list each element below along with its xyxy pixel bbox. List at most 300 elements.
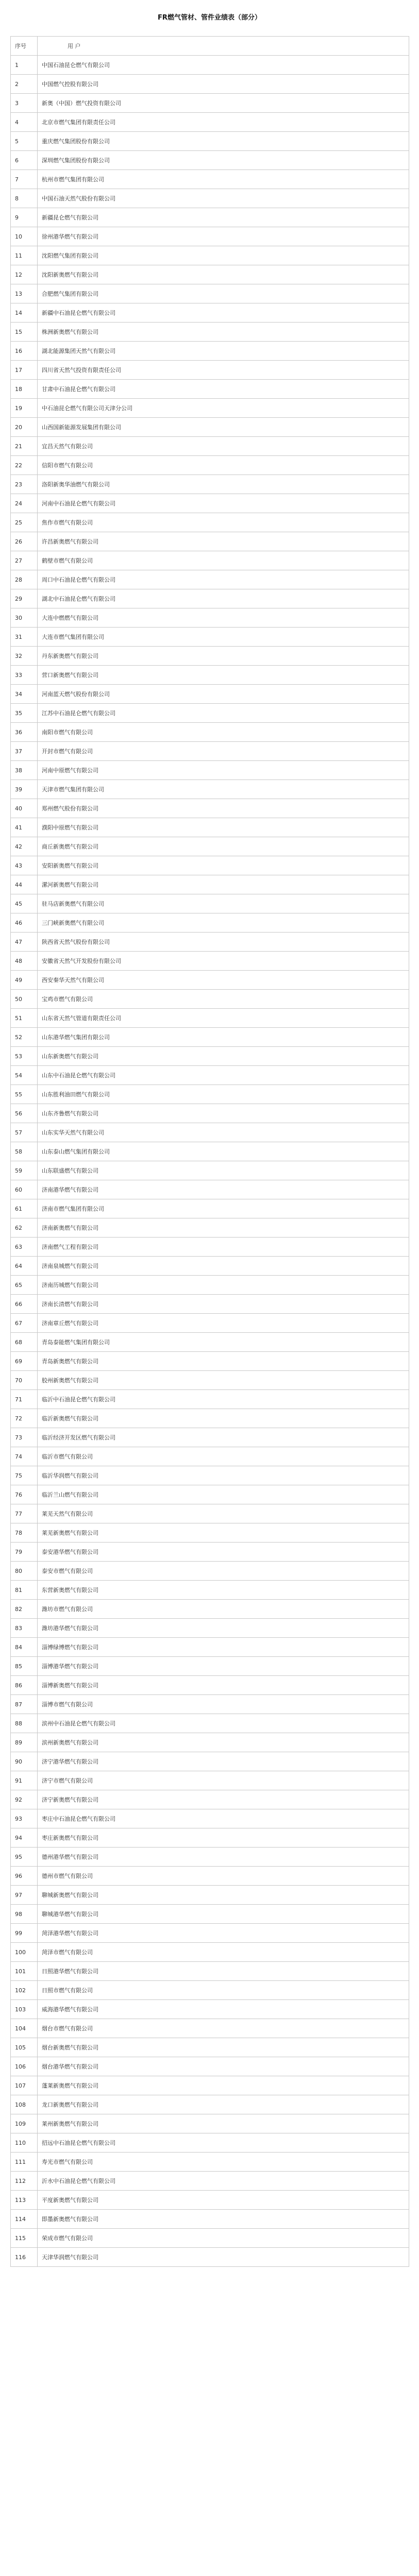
row-index: 37 (11, 742, 38, 761)
row-index: 111 (11, 2153, 38, 2172)
table-row (11, 2095, 409, 2114)
row-user: 山东省天然气管道有限责任公司 (38, 1009, 409, 1028)
row-user: 中国石油天然气股份有限公司 (38, 189, 409, 208)
row-user: 湖北中石油昆仑燃气有限公司 (38, 589, 409, 608)
row-user: 三门峡新奥燃气有限公司 (38, 913, 409, 933)
row-user: 滨州新奥燃气有限公司 (38, 1733, 409, 1752)
row-user: 山东泰山燃气集团有限公司 (38, 1142, 409, 1161)
table-row (11, 913, 409, 933)
row-user: 北京市燃气集团有限责任公司 (38, 113, 409, 132)
table-row (11, 1104, 409, 1123)
table-row (11, 1009, 409, 1028)
row-user: 荣成市燃气有限公司 (38, 2229, 409, 2248)
row-user: 临沂新奥燃气有限公司 (38, 1409, 409, 1428)
row-user: 南阳市燃气有限公司 (38, 723, 409, 742)
table-row (11, 1600, 409, 1619)
table-row (11, 761, 409, 780)
row-index: 36 (11, 723, 38, 742)
row-user: 济宁港华燃气有限公司 (38, 1752, 409, 1771)
row-index: 44 (11, 875, 38, 894)
row-user: 济南新奥燃气有限公司 (38, 1218, 409, 1238)
row-index: 11 (11, 246, 38, 265)
row-index: 15 (11, 323, 38, 342)
row-user: 济宁新奥燃气有限公司 (38, 1790, 409, 1809)
table-row (11, 208, 409, 227)
row-index: 76 (11, 1485, 38, 1504)
row-index: 57 (11, 1123, 38, 1142)
row-user: 河南蓝天燃气股份有限公司 (38, 685, 409, 704)
table-row (11, 704, 409, 723)
row-index: 68 (11, 1333, 38, 1352)
table-row (11, 1276, 409, 1295)
table-row (11, 1085, 409, 1104)
table-row (11, 2191, 409, 2210)
table-header-row (11, 37, 409, 56)
table-row (11, 1752, 409, 1771)
table-row (11, 399, 409, 418)
row-user: 天津市燃气集团有限公司 (38, 780, 409, 799)
row-index: 55 (11, 1085, 38, 1104)
row-user: 西安秦华天然气有限公司 (38, 971, 409, 990)
row-index: 45 (11, 894, 38, 913)
row-user: 东营新奥燃气有限公司 (38, 1581, 409, 1600)
row-user: 天津华润燃气有限公司 (38, 2248, 409, 2267)
row-user: 莱芜天然气有限公司 (38, 1504, 409, 1523)
table-row (11, 1028, 409, 1047)
table-row (11, 1638, 409, 1657)
table-row (11, 1238, 409, 1257)
row-user: 滨州中石油昆仑燃气有限公司 (38, 1714, 409, 1733)
table-row (11, 1581, 409, 1600)
row-user: 山东中石油昆仑燃气有限公司 (38, 1066, 409, 1085)
table-row (11, 971, 409, 990)
table-row (11, 742, 409, 761)
row-user: 济南章丘燃气有限公司 (38, 1314, 409, 1333)
row-user: 中石油昆仑燃气有限公司天津分公司 (38, 399, 409, 418)
table-row (11, 189, 409, 208)
row-user: 山东齐鲁燃气有限公司 (38, 1104, 409, 1123)
table-row (11, 990, 409, 1009)
row-index: 33 (11, 666, 38, 685)
row-user: 日照港华燃气有限公司 (38, 1962, 409, 1981)
row-user: 潍坊港华燃气有限公司 (38, 1619, 409, 1638)
table-row (11, 1867, 409, 1886)
row-index: 65 (11, 1276, 38, 1295)
table-row (11, 323, 409, 342)
row-index: 67 (11, 1314, 38, 1333)
page-title: FR燃气管材、管件业绩表（部分） (158, 14, 261, 22)
row-index: 16 (11, 342, 38, 361)
table-row (11, 1924, 409, 1943)
table-row (11, 1981, 409, 2000)
table-row (11, 75, 409, 94)
table-row (11, 1733, 409, 1752)
row-index: 70 (11, 1371, 38, 1390)
table-row (11, 818, 409, 837)
table-row (11, 1714, 409, 1733)
row-user: 济宁市燃气有限公司 (38, 1771, 409, 1790)
table-row (11, 342, 409, 361)
row-index: 113 (11, 2191, 38, 2210)
row-index: 116 (11, 2248, 38, 2267)
row-user: 宜昌天然气有限公司 (38, 437, 409, 456)
table-row (11, 952, 409, 971)
row-index: 103 (11, 2000, 38, 2019)
row-index: 94 (11, 1828, 38, 1848)
table-row (11, 1218, 409, 1238)
row-user: 株洲新奥燃气有限公司 (38, 323, 409, 342)
row-index: 17 (11, 361, 38, 380)
table-row (11, 1333, 409, 1352)
row-index: 87 (11, 1695, 38, 1714)
table-row (11, 246, 409, 265)
table-row (11, 1485, 409, 1504)
table-row (11, 1257, 409, 1276)
row-index: 20 (11, 418, 38, 437)
table-row (11, 1123, 409, 1142)
row-user: 沂水中石油昆仑燃气有限公司 (38, 2172, 409, 2191)
row-index: 35 (11, 704, 38, 723)
table-row (11, 894, 409, 913)
table-row (11, 227, 409, 246)
row-index: 59 (11, 1161, 38, 1180)
table-row (11, 1047, 409, 1066)
row-index: 114 (11, 2210, 38, 2229)
row-user: 营口新奥燃气有限公司 (38, 666, 409, 685)
row-index: 75 (11, 1466, 38, 1485)
row-index: 100 (11, 1943, 38, 1962)
row-index: 47 (11, 933, 38, 952)
table-row (11, 1314, 409, 1333)
row-user: 济南燃气工程有限公司 (38, 1238, 409, 1257)
table-row (11, 1161, 409, 1180)
row-index: 74 (11, 1447, 38, 1466)
row-index: 58 (11, 1142, 38, 1161)
row-index: 98 (11, 1905, 38, 1924)
table-row (11, 2229, 409, 2248)
row-user: 商丘新奥燃气有限公司 (38, 837, 409, 856)
table-row (11, 418, 409, 437)
row-index: 13 (11, 284, 38, 303)
row-index: 12 (11, 265, 38, 284)
table-row (11, 608, 409, 628)
row-index: 81 (11, 1581, 38, 1600)
row-index: 104 (11, 2019, 38, 2038)
row-user: 德州市燃气有限公司 (38, 1867, 409, 1886)
row-index: 32 (11, 647, 38, 666)
row-index: 107 (11, 2076, 38, 2095)
table-row (11, 2076, 409, 2095)
row-user: 济南市燃气集团有限公司 (38, 1199, 409, 1218)
row-index: 62 (11, 1218, 38, 1238)
table-body (11, 56, 409, 2267)
row-user: 潍坊市燃气有限公司 (38, 1600, 409, 1619)
row-user: 临沂兰山燃气有限公司 (38, 1485, 409, 1504)
row-index: 18 (11, 380, 38, 399)
row-user: 深圳燃气集团股份有限公司 (38, 151, 409, 170)
table-row (11, 1428, 409, 1447)
row-user: 周口中石油昆仑燃气有限公司 (38, 570, 409, 589)
table-row (11, 1676, 409, 1695)
row-index: 63 (11, 1238, 38, 1257)
row-user: 临沂华润燃气有限公司 (38, 1466, 409, 1485)
row-index: 43 (11, 856, 38, 875)
row-user: 大连市燃气集团有限公司 (38, 628, 409, 647)
row-user: 山东新奥燃气有限公司 (38, 1047, 409, 1066)
row-index: 4 (11, 113, 38, 132)
row-user: 临沂经济开发区燃气有限公司 (38, 1428, 409, 1447)
table-row (11, 1066, 409, 1085)
table-row (11, 1409, 409, 1428)
row-index: 7 (11, 170, 38, 189)
row-user: 湖北能源集团天然气有限公司 (38, 342, 409, 361)
table-row (11, 1504, 409, 1523)
row-index: 97 (11, 1886, 38, 1905)
table-row (11, 2038, 409, 2057)
row-index: 73 (11, 1428, 38, 1447)
table-row (11, 1848, 409, 1867)
row-user: 济南长清燃气有限公司 (38, 1295, 409, 1314)
row-user: 泰安市燃气有限公司 (38, 1562, 409, 1581)
row-user: 烟台市燃气有限公司 (38, 2019, 409, 2038)
row-index: 92 (11, 1790, 38, 1809)
table-row (11, 2057, 409, 2076)
table-row (11, 875, 409, 894)
row-user: 河南中石油昆仑燃气有限公司 (38, 494, 409, 513)
row-user: 莱芜新奥燃气有限公司 (38, 1523, 409, 1543)
row-user: 郑州燃气股份有限公司 (38, 799, 409, 818)
row-index: 82 (11, 1600, 38, 1619)
row-user: 莱州新奥燃气有限公司 (38, 2114, 409, 2133)
row-user: 枣庄新奥燃气有限公司 (38, 1828, 409, 1848)
row-user: 沈阳燃气集团有限公司 (38, 246, 409, 265)
row-index: 34 (11, 685, 38, 704)
row-user: 驻马店新奥燃气有限公司 (38, 894, 409, 913)
table-row (11, 1562, 409, 1581)
row-user: 德州港华燃气有限公司 (38, 1848, 409, 1867)
row-index: 90 (11, 1752, 38, 1771)
row-index: 42 (11, 837, 38, 856)
row-user: 安阳新奥燃气有限公司 (38, 856, 409, 875)
table-row (11, 132, 409, 151)
row-user: 济南港华燃气有限公司 (38, 1180, 409, 1199)
row-index: 84 (11, 1638, 38, 1657)
row-index: 5 (11, 132, 38, 151)
row-index: 109 (11, 2114, 38, 2133)
row-index: 88 (11, 1714, 38, 1733)
row-user: 鹤壁市燃气有限公司 (38, 551, 409, 570)
row-user: 安徽省天然气开发股份有限公司 (38, 952, 409, 971)
row-user: 江苏中石油昆仑燃气有限公司 (38, 704, 409, 723)
table-row (11, 532, 409, 551)
row-user: 济南历城燃气有限公司 (38, 1276, 409, 1295)
row-user: 蓬莱新奥燃气有限公司 (38, 2076, 409, 2095)
row-index: 48 (11, 952, 38, 971)
row-user: 菏泽港华燃气有限公司 (38, 1924, 409, 1943)
table-row (11, 933, 409, 952)
row-user: 新疆昆仑燃气有限公司 (38, 208, 409, 227)
row-index: 19 (11, 399, 38, 418)
row-index: 52 (11, 1028, 38, 1047)
row-index: 95 (11, 1848, 38, 1867)
row-user: 聊城港华燃气有限公司 (38, 1905, 409, 1924)
row-user: 淄博绿博燃气有限公司 (38, 1638, 409, 1657)
row-index: 14 (11, 303, 38, 323)
row-index: 3 (11, 94, 38, 113)
table-row (11, 1657, 409, 1676)
row-index: 24 (11, 494, 38, 513)
row-user: 焦作市燃气有限公司 (38, 513, 409, 532)
row-user: 菏泽市燃气有限公司 (38, 1943, 409, 1962)
table-row (11, 513, 409, 532)
row-index: 89 (11, 1733, 38, 1752)
row-user: 许昌新奥燃气有限公司 (38, 532, 409, 551)
row-user: 临沂市燃气有限公司 (38, 1447, 409, 1466)
row-index: 105 (11, 2038, 38, 2057)
row-user: 沈阳新奥燃气有限公司 (38, 265, 409, 284)
table-row (11, 628, 409, 647)
row-index: 85 (11, 1657, 38, 1676)
table-row (11, 647, 409, 666)
table-row (11, 361, 409, 380)
table-row (11, 685, 409, 704)
row-index: 66 (11, 1295, 38, 1314)
row-index: 96 (11, 1867, 38, 1886)
row-index: 69 (11, 1352, 38, 1371)
row-user: 濮阳中原燃气有限公司 (38, 818, 409, 837)
table-row (11, 1886, 409, 1905)
row-user: 丹东新奥燃气有限公司 (38, 647, 409, 666)
row-user: 龙口新奥燃气有限公司 (38, 2095, 409, 2114)
table-row (11, 1199, 409, 1218)
row-index: 30 (11, 608, 38, 628)
table-row (11, 494, 409, 513)
row-user: 新疆中石油昆仑燃气有限公司 (38, 303, 409, 323)
table-row (11, 1390, 409, 1409)
row-user: 徐州港华燃气有限公司 (38, 227, 409, 246)
row-index: 21 (11, 437, 38, 456)
row-index: 78 (11, 1523, 38, 1543)
table-row (11, 723, 409, 742)
row-index: 108 (11, 2095, 38, 2114)
table-row (11, 475, 409, 494)
row-index: 1 (11, 56, 38, 75)
row-user: 威海港华燃气有限公司 (38, 2000, 409, 2019)
table-row (11, 1619, 409, 1638)
row-index: 39 (11, 780, 38, 799)
table-row (11, 1352, 409, 1371)
table-row (11, 113, 409, 132)
row-user: 信阳市燃气有限公司 (38, 456, 409, 475)
row-index: 40 (11, 799, 38, 818)
row-index: 53 (11, 1047, 38, 1066)
row-index: 22 (11, 456, 38, 475)
row-index: 23 (11, 475, 38, 494)
table-row (11, 551, 409, 570)
row-index: 106 (11, 2057, 38, 2076)
table-row (11, 1962, 409, 1981)
row-user: 枣庄中石油昆仑燃气有限公司 (38, 1809, 409, 1828)
table-row (11, 2210, 409, 2229)
table-row (11, 56, 409, 75)
row-index: 80 (11, 1562, 38, 1581)
row-index: 86 (11, 1676, 38, 1695)
row-index: 8 (11, 189, 38, 208)
table-row (11, 799, 409, 818)
table-row (11, 1543, 409, 1562)
row-index: 6 (11, 151, 38, 170)
row-user: 大连中燃燃气有限公司 (38, 608, 409, 628)
row-index: 64 (11, 1257, 38, 1276)
row-index: 38 (11, 761, 38, 780)
row-index: 115 (11, 2229, 38, 2248)
row-user: 山东胜利油田燃气有限公司 (38, 1085, 409, 1104)
table-row (11, 1905, 409, 1924)
row-index: 60 (11, 1180, 38, 1199)
row-user: 杭州市燃气集团有限公司 (38, 170, 409, 189)
row-user: 寿光市燃气有限公司 (38, 2153, 409, 2172)
table-row (11, 151, 409, 170)
row-index: 77 (11, 1504, 38, 1523)
table-row (11, 1790, 409, 1809)
table-row (11, 1295, 409, 1314)
row-index: 79 (11, 1543, 38, 1562)
table-row (11, 284, 409, 303)
row-index: 99 (11, 1924, 38, 1943)
row-user: 宝鸡市燃气有限公司 (38, 990, 409, 1009)
table-row (11, 303, 409, 323)
row-index: 91 (11, 1771, 38, 1790)
row-index: 61 (11, 1199, 38, 1218)
row-user: 泰安港华燃气有限公司 (38, 1543, 409, 1562)
table-row (11, 1180, 409, 1199)
table-row (11, 1828, 409, 1848)
table-row (11, 1371, 409, 1390)
table-row (11, 1809, 409, 1828)
row-user: 洛阳新奥华油燃气有限公司 (38, 475, 409, 494)
row-user: 烟台港华燃气有限公司 (38, 2057, 409, 2076)
row-user: 四川省天然气投资有限责任公司 (38, 361, 409, 380)
row-index: 46 (11, 913, 38, 933)
table-row (11, 456, 409, 475)
row-index: 112 (11, 2172, 38, 2191)
row-index: 93 (11, 1809, 38, 1828)
row-user: 聊城新奥燃气有限公司 (38, 1886, 409, 1905)
table-row (11, 2133, 409, 2153)
row-user: 烟台新奥燃气有限公司 (38, 2038, 409, 2057)
table-row (11, 2172, 409, 2191)
row-index: 29 (11, 589, 38, 608)
table-row (11, 437, 409, 456)
table-row (11, 1523, 409, 1543)
row-user: 重庆燃气集团股份有限公司 (38, 132, 409, 151)
row-user: 合肥燃气集团有限公司 (38, 284, 409, 303)
row-index: 25 (11, 513, 38, 532)
row-user: 青岛新奥燃气有限公司 (38, 1352, 409, 1371)
row-index: 102 (11, 1981, 38, 2000)
row-user: 山东港华燃气集团有限公司 (38, 1028, 409, 1047)
row-index: 31 (11, 628, 38, 647)
row-user: 山东实华天然气有限公司 (38, 1123, 409, 1142)
row-index: 26 (11, 532, 38, 551)
table-row (11, 1466, 409, 1485)
table-row (11, 780, 409, 799)
row-index: 101 (11, 1962, 38, 1981)
table-row (11, 94, 409, 113)
row-user: 日照市燃气有限公司 (38, 1981, 409, 2000)
row-user: 开封市燃气有限公司 (38, 742, 409, 761)
row-index: 2 (11, 75, 38, 94)
